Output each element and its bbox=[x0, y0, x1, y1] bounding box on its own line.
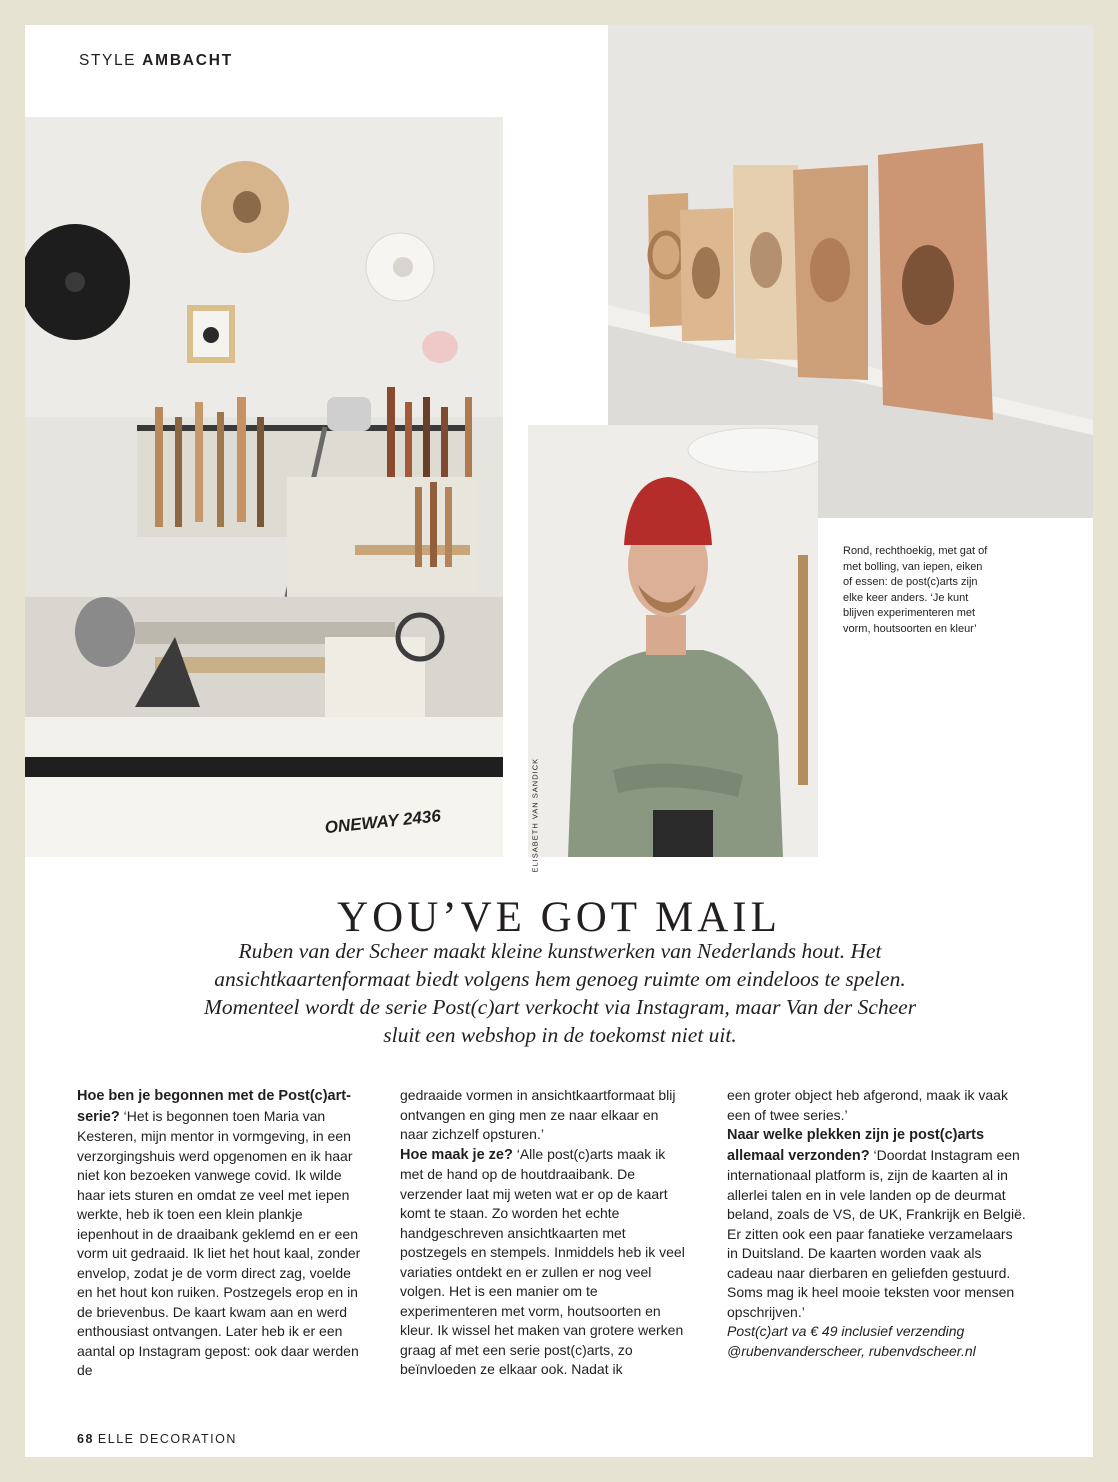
answer-1-end: gedraaide vormen in ansichtkaartformaat blij ontvangen en ging men ze naar elkaar en naar zichzelf opsturen.’ bbox=[400, 1087, 676, 1142]
article-intro: Ruben van der Scheer maakt kleine kunstwerken van Nederlands hout. Het ansichtkaartenformaat biedt volgens hem genoeg ruimte om eindeloos te spelen. Momenteel wordt de serie Post(c)art verkocht via Instagram, maar Van der Scheer sluit een webshop in de toekomst niet uit. bbox=[203, 939, 917, 1047]
question-1: Hoe ben je begonnen met de Post(c)art-serie? bbox=[77, 1088, 351, 1125]
section-label: STYLE bbox=[79, 52, 137, 69]
article-column-3 bbox=[727, 1086, 1027, 1361]
price-info: Post(c)art va € 49 inclusief verzending bbox=[727, 1323, 965, 1339]
photo-caption: Rond, rechthoekig, met gat of met bolling, van iepen, eiken of essen: de post(c)arts zijn elke keer anders. ‘Je kunt blijven experimenteren met vorm, houtsoorten en kleur’ bbox=[843, 545, 988, 635]
magazine-page bbox=[25, 25, 1093, 1457]
page-footer bbox=[77, 1432, 237, 1446]
portrait-photo bbox=[528, 425, 818, 857]
question-2: Hoe maak je ze? bbox=[400, 1146, 513, 1163]
photo-credit bbox=[528, 725, 542, 875]
page-number: 68 bbox=[77, 1432, 94, 1446]
workshop-photo bbox=[25, 117, 503, 857]
section-header bbox=[79, 52, 233, 70]
subsection-label: AMBACHT bbox=[142, 52, 234, 69]
contact-info: @rubenvanderscheer, rubenvdscheer.nl bbox=[727, 1342, 976, 1359]
answer-1-start: ‘Het is begonnen toen Maria van Kesteren, mijn mentor in vormgeving, in een verzorgingshuis werd opgenomen en ik haar niet kon bezoeken vanwege covid. Ik wilde haar iets sturen en omdat ze veel met iepen werkte, heb ik toen een klein plankje iepenhout in de draaibank geklemd en er een vorm uit gedraaid. Ik liet het hout kaal, zonder envelop, zodat je de vorm direct zag, voelde en het hout kon ruiken. Postzegels erop en in de brievenbus. De kaart kwam aan en werd enthousiast ontvangen. Later heb ik er een aantal op Instagram gepost: ook daar werden de bbox=[77, 1107, 361, 1378]
publication-name: ELLE DECORATION bbox=[97, 1432, 237, 1446]
photo-credit-text: ELISABETH VAN SANDICK bbox=[530, 757, 540, 873]
answer-2-end: een groter object heb afgerond, maak ik vaak een of twee series.’ bbox=[727, 1087, 1008, 1123]
answer-3: ‘Doordat Instagram een internationaal platform is, zijn de kaarten al in allerlei talen en in vele landen op de deurmat beland, zoals de VS, de UK, Frankrijk en België. Er zitten ook een paar fanatieke verzamelaars in Duitsland. De kaarten worden vaak als cadeau naar dierbaren en geliefden gestuurd. Soms mag ik heel mooie teksten voor mensen opschrijven.’ bbox=[727, 1146, 1026, 1320]
article-column-1 bbox=[77, 1086, 362, 1381]
article-column-2 bbox=[400, 1086, 690, 1380]
question-3: Naar welke plekken zijn je post(c)arts allemaal verzonden? bbox=[727, 1127, 985, 1164]
answer-2-start: ‘Alle post(c)arts maak ik met de hand op de houtdraaibank. De verzender laat mij weten wat er op de kaart komt te staan. Zo worden het echte handgeschreven ansichtkaarten met postzegels en stempels. Inmiddels heb ik veel variaties ontdekt en er zullen er nog veel volgen. Het is een manier om te experimenteren met vorm, houtsoorten en kleur. Ik wissel het maken van grotere werken graag af met een serie post(c)arts, zo beïnvloeden ze elkaar ook. Nadat ik bbox=[400, 1145, 685, 1377]
article-headline: YOU’VE GOT MAIL bbox=[337, 894, 781, 941]
lathe-brand-text: ONEWAY 2436 bbox=[323, 806, 442, 838]
